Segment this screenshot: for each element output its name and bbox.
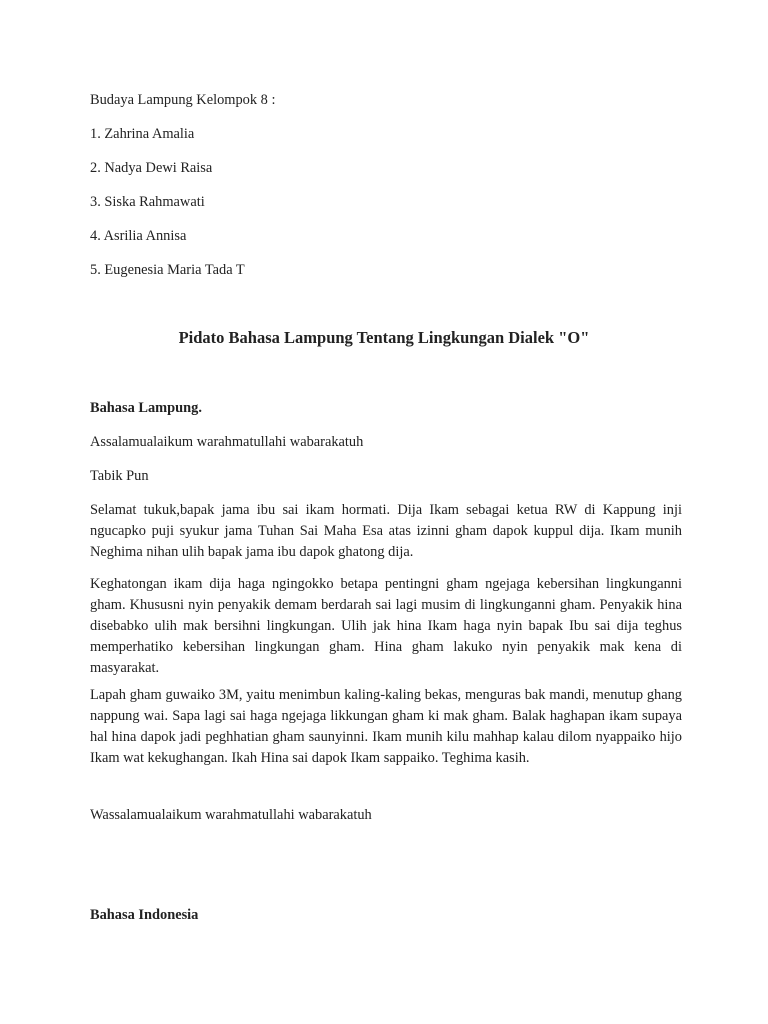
section-heading-indonesia: Bahasa Indonesia [90,907,199,923]
paragraph: Keghatongan ikam dija haga ngingokko betapa pentingni gham ngejaga kebersihan lingkunganni gham. Khususni nyin penyakik demam berdarah sai lagi musim di lingkunganni gham. Penyakik hina disebabko ulih mak bersihni lingkungan. Ulih jak hina Ikam haga nyin bapak Ibu sai dija teghus memperhatiko kebersihan lingkungan gham. Hina gham lakuko nyin penyakik mak kena di masyarakat. [90,576,682,676]
member-item: 5. Eugenesia Maria Tada T [90,262,245,278]
section-heading-lampung: Bahasa Lampung. [90,400,202,416]
member-item: 4. Asrilia Annisa [90,228,187,244]
paragraph: Lapah gham guwaiko 3M, yaitu menimbun kaling-kaling bekas, menguras bak mandi, menutup ghang nappung wai. Sapa lagi sai haga ngejaga likkungan gham ki mak gham. Balak haghapan ikam supaya hal hina dapok jadi peghhatian gham saunyinni. Ikam munih kilu mahhap kalau dilom nyappaiko hijo Ikam wat kekughangan. Ikah Hina sai dapok Ikam sappaiko. Teghima kasih. [90,687,682,766]
member-item: 3. Siska Rahmawati [90,194,205,210]
paragraph: Selamat tukuk,bapak jama ibu sai ikam hormati. Dija Ikam sebagai ketua RW di Kappung inji ngucapko puji syukur jama Tuhan Sai Maha Esa atas izinni gham dapok kuppul dija. Ikam munih Neghima nihan ulih bapak jama ibu dapok ghatong dija. [90,502,682,560]
document-header: Budaya Lampung Kelompok 8 : [90,92,276,108]
document-title: Pidato Bahasa Lampung Tentang Lingkungan Dialek "O" [178,328,590,347]
closing: Wassalamualaikum warahmatullahi wabarakatuh [90,807,372,823]
tabik-pun: Tabik Pun [90,468,149,484]
member-item: 2. Nadya Dewi Raisa [90,160,213,176]
member-item: 1. Zahrina Amalia [90,126,195,142]
greeting: Assalamualaikum warahmatullahi wabarakatuh [90,434,364,450]
